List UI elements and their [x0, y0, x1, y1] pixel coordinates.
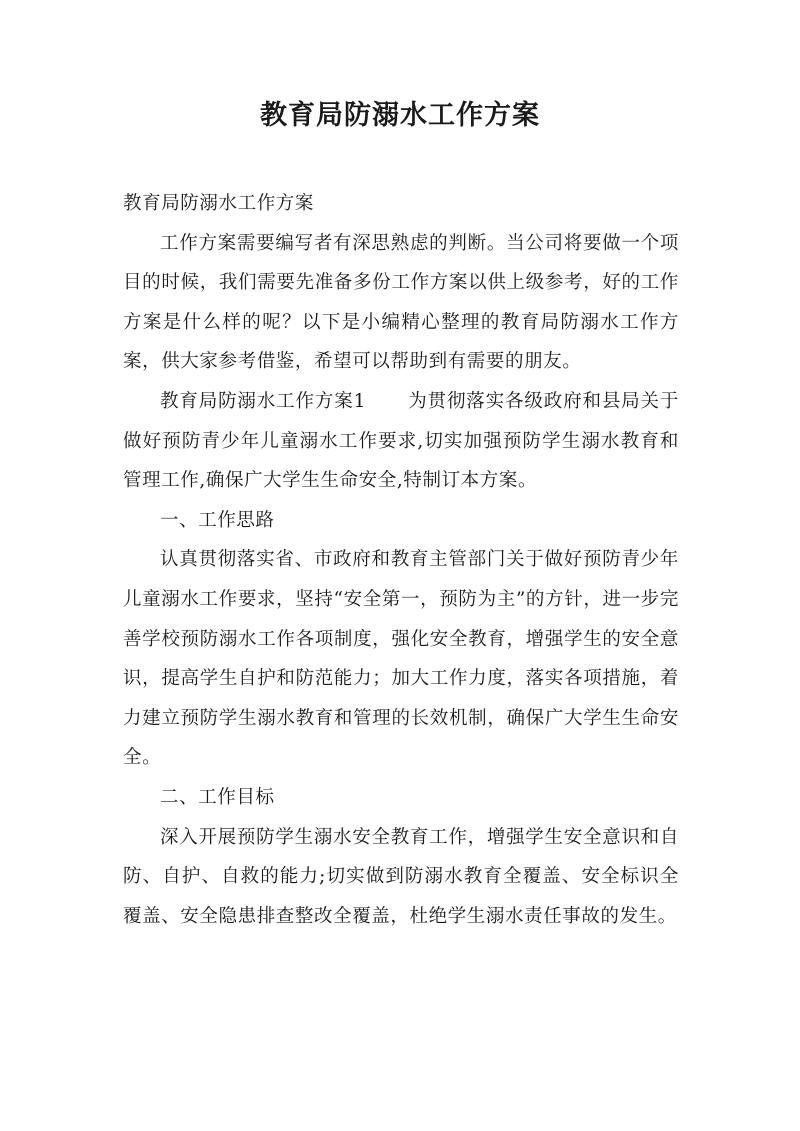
plan1-heading: 教育局防溺水工作方案1	[160, 390, 366, 412]
plan1-text: 为贯彻落实各级政府和县局关于做好预防青少年儿童溺水工作要求,切实加强预防学生溺水教育和管理工作,确保广大学生生命安全,特制订本方案。	[123, 390, 679, 492]
document-subtitle: 教育局防溺水工作方案	[123, 193, 315, 214]
section2-paragraph: 深入开展预防学生溺水安全教育工作，增强学生安全意识和自防、自护、自救的能力;切实做到防溺水教育全覆盖、安全标识全覆盖、安全隐患排查整改全覆盖，杜绝学生溺水责任事故的发生。	[123, 826, 679, 927]
document-title: 教育局防溺水工作方案	[260, 100, 540, 131]
document-body	[123, 184, 679, 936]
section2-heading: 二、工作目标	[160, 786, 275, 808]
section1-paragraph: 认真贯彻落实省、市政府和教育主管部门关于做好预防青少年儿童溺水工作要求，坚持“安全第一，预防为主”的方针，进一步完善学校预防溺水工作各项制度，强化安全教育，增强学生的安全意识，提高学生自护和防范能力；加大工作力度，落实各项措施，着力建立预防学生溺水教育和管理的长效机制，确保广大学生生命安全。	[123, 549, 679, 769]
plan1-paragraph	[123, 382, 679, 501]
section1-heading: 一、工作思路	[160, 509, 275, 531]
intro-paragraph: 工作方案需要编写者有深思熟虑的判断。当公司将要做一个项目的时候，我们需要先准备多份工作方案以供上级参考，好的工作方案是什么样的呢？以下是小编精心整理的教育局防溺水工作方案，供大家参考借鉴，希望可以帮助到有需要的朋友。	[123, 232, 679, 373]
